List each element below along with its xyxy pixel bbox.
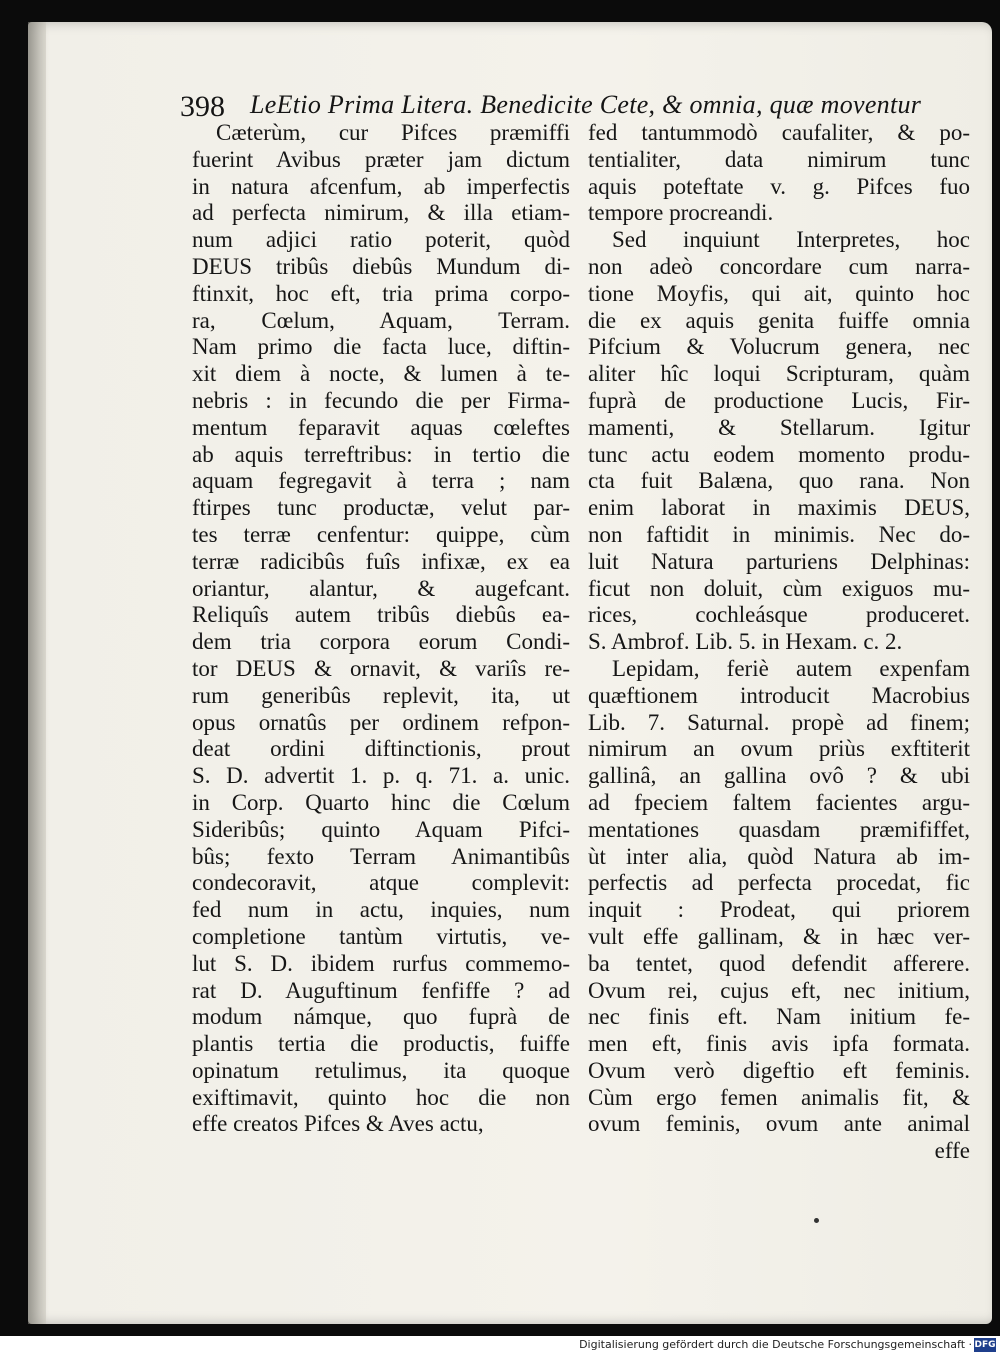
text-line: opinatum retulimus, ita quoque — [192, 1057, 570, 1083]
text-line: S. D. advertit 1. p. q. 71. a. unic. — [192, 763, 570, 789]
page-gutter-shadow — [28, 22, 46, 1324]
text-line: bûs; fexto Terram Animantibûs — [192, 843, 570, 869]
text-line: men eft, finis avis ipfa formata. — [588, 1031, 970, 1057]
text-line: ra, Cœlum, Aquam, Terram. — [192, 307, 570, 333]
text-line: quæftionem introducit Macrobius — [588, 682, 970, 708]
text-line: inquit : Prodeat, qui priorem — [588, 897, 970, 923]
text-line: effe creatos Pifces & Aves actu, — [192, 1111, 484, 1137]
text-line: Reliquîs autem tribûs diebûs ea- — [192, 602, 570, 628]
right-text-column — [588, 120, 970, 1165]
text-line: fed tantummodò caufaliter, & po- — [588, 120, 970, 145]
text-line: ad fpeciem faltem facientes argu- — [588, 789, 970, 815]
text-line: modum námque, quo fuprà de — [192, 1004, 570, 1030]
text-line: mentationes quasdam præmififfet, — [588, 816, 970, 842]
text-line: fed num in actu, inquies, num — [192, 897, 570, 923]
text-line: plantis tertia die productis, fuiffe — [192, 1031, 570, 1057]
text-line: ad perfecta nimirum, & illa etiam- — [192, 200, 570, 226]
text-line: enim laborat in maximis DEUS, — [588, 495, 970, 521]
text-line: tempore procreandi. — [588, 200, 774, 226]
text-line: Lepidam, feriè autem expenfam — [612, 655, 970, 681]
text-line: luit Natura parturiens Delphinas: — [588, 548, 970, 574]
page-blemish — [814, 1218, 819, 1223]
text-line: deat ordini diftinctionis, prout — [192, 736, 570, 762]
text-line: die ex aquis genita fuiffe omnia — [588, 307, 970, 333]
text-line: ba tentet, quod defendit afferere. — [588, 950, 970, 976]
text-line: nebris : in fecundo die per Firma- — [192, 387, 570, 413]
text-line: mentum feparavit aquas cœleftes — [192, 414, 570, 440]
text-line: Ovum rei, cujus eft, nec initium, — [588, 977, 970, 1003]
text-line: opus ornatûs per ordinem refpon- — [192, 709, 570, 735]
text-line: ftirpes tunc productæ, velut par- — [192, 495, 570, 521]
text-line: Lib. 7. Saturnal. propè ad finem; — [588, 709, 970, 735]
text-line: aliter hîc loqui Scripturam, quàm — [588, 361, 970, 387]
text-line: ovum feminis, ovum ante animal — [588, 1111, 970, 1137]
text-line: tentialiter, data nimirum tunc — [588, 146, 970, 172]
text-line: tor DEUS & ornavit, & variîs re- — [192, 655, 570, 681]
text-line: perfectis ad perfecta procedat, fic — [588, 870, 970, 896]
text-line: nimirum an ovum priùs exftiterit — [588, 736, 970, 762]
page-number: 398 — [180, 90, 225, 123]
text-line: non adeò concordare cum narra- — [588, 253, 970, 279]
text-line: S. Ambrof. Lib. 5. in Hexam. c. 2. — [588, 629, 903, 655]
text-line: tes terræ cenfentur: quippe, cùm — [192, 521, 570, 547]
text-line: Cùm ergo femen animalis fit, & — [588, 1084, 970, 1110]
text-line: effe — [934, 1138, 970, 1164]
text-line: tunc actu eodem momento produ- — [588, 441, 970, 467]
text-line: in Corp. Quarto hinc die Cœlum — [192, 789, 570, 815]
text-line: gallinâ, an gallina ovô ? & ubi — [588, 763, 970, 789]
text-line: xit diem à nocte, & lumen à te- — [192, 361, 570, 387]
text-line: tione Moyfis, qui ait, quinto hoc — [588, 280, 970, 306]
text-line: mamenti, & Stellarum. Igitur — [588, 414, 970, 440]
text-line: fuprà de productione Lucis, Fir- — [588, 387, 970, 413]
text-line: DEUS tribûs diebûs Mundum di- — [192, 253, 570, 279]
text-line: condecoravit, atque complevit: — [192, 870, 570, 896]
text-line: ftinxit, hoc eft, tria prima corpo- — [192, 280, 570, 306]
text-line: dem tria corpora eorum Condi- — [192, 629, 570, 655]
text-line: Sed inquiunt Interpretes, hoc — [612, 227, 970, 253]
text-line: Cæterùm, cur Pifces præmiffi — [216, 120, 570, 145]
text-line: rat D. Auguftinum fenfiffe ? ad — [192, 977, 570, 1003]
text-line: lut S. D. ibidem rurfus commemo- — [192, 950, 570, 976]
text-line: nec finis eft. Nam initium fe- — [588, 1004, 970, 1030]
text-line: Ovum verò digeftio eft feminis. — [588, 1057, 970, 1083]
dfg-logo: DFG — [974, 1340, 996, 1350]
text-line: num adjici ratio poterit, quòd — [192, 227, 570, 253]
text-line: ficut non doluit, cùm exiguos mu- — [588, 575, 970, 601]
text-line: completione tantùm virtutis, ve- — [192, 923, 570, 949]
text-line: fuerint Avibus præter jam dictum — [192, 146, 570, 172]
text-line: ab aquis terreftribus: in tertio die — [192, 441, 570, 467]
text-line: rum generibûs replevit, ita, ut — [192, 682, 570, 708]
text-line: aquis poteftate v. g. Pifces fuo — [588, 173, 970, 199]
text-line: Sideribûs; quinto Aquam Pifci- — [192, 816, 570, 842]
text-line: terræ radicibûs fuîs infixæ, ex ea — [192, 548, 570, 574]
text-line: Pifcium & Volucrum genera, nec — [588, 334, 970, 360]
funding-credit: Digitalisierung gefördert durch die Deutsche Forschungsgemeinschaft · — [579, 1338, 972, 1351]
digitization-footer — [0, 1336, 1000, 1356]
text-line: ùt inter alia, quòd Natura ab im- — [588, 843, 970, 869]
text-line: oriantur, alantur, & augefcant. — [192, 575, 570, 601]
running-head: LeEtio Prima Litera. Benedicite Cete, & omnia, quæ moventur — [250, 90, 922, 119]
text-line: rices, cochleásque produceret. — [588, 602, 970, 628]
text-line: Nam primo die facta luce, diftin- — [192, 334, 570, 360]
text-line: cta fuit Balæna, quo rana. Non — [588, 468, 970, 494]
text-line: vult effe gallinam, & in hæc ver- — [588, 923, 970, 949]
text-line: non faftidit in minimis. Nec do- — [588, 521, 970, 547]
text-line: exiftimavit, quinto hoc die non — [192, 1084, 570, 1110]
left-text-column — [192, 120, 570, 1138]
text-line: aquam fegregavit à terra ; nam — [192, 468, 570, 494]
text-line: in natura afcenfum, ab imperfectis — [192, 173, 570, 199]
